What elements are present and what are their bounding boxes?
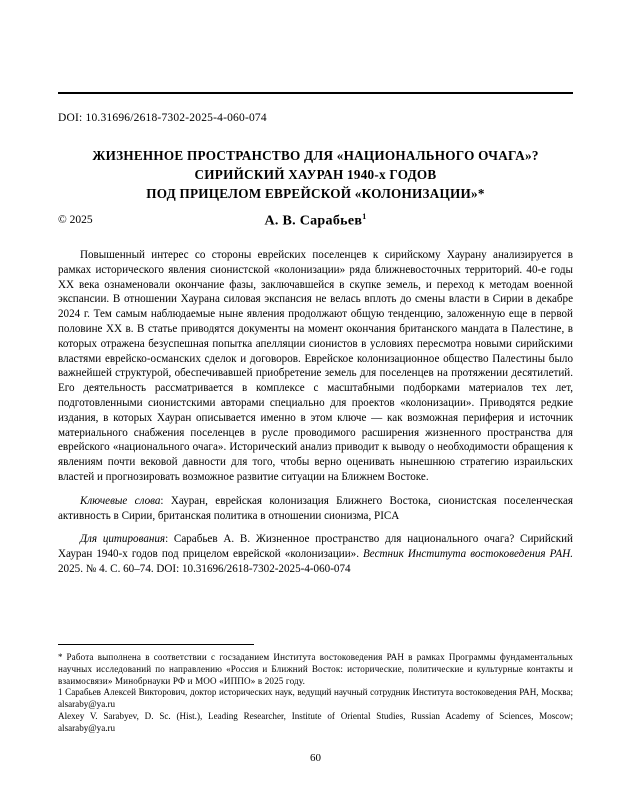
doi-header: DOI: 10.31696/2618-7302-2025-4-060-074 bbox=[58, 112, 267, 124]
footnote-funding bbox=[58, 652, 573, 687]
footnotes-section bbox=[58, 652, 573, 735]
keywords-text: : Хауран, еврейская колонизация Ближнего Востока, сионистская поселенческая активность в Сирии, британская политика в отношении сионизма, PICA bbox=[58, 494, 573, 522]
title-line-2: СИРИЙСКИЙ ХАУРАН 1940-х ГОДОВ bbox=[194, 167, 437, 183]
title-line-3: ПОД ПРИЦЕЛОМ ЕВРЕЙСКОЙ «КОЛОНИЗАЦИИ»* bbox=[146, 186, 485, 202]
abstract-text: Повышенный интерес со стороны еврейских поселенцев к сирийскому Хаурану анализируется в рамках исторического явления сионистской «колонизации» ряда ближневосточных территорий. 40-е годы XX века ознаменовали окончание фазы, заключавшейся в скупке земель, и переход к методам военной экспансии. В отношении Хаурана силовая экспансия не велась вплоть до смены власти в Сирии в декабре 2024 г. Тем самым наблюдаемые ныне явления продолжают общую тенденцию, заложенную еще в первой половине XX в. В статье приводятся документы на момент окончания британского мандата в Палестине, в которых отражена безуспешная попытка апелляции сионистов в условиях пересмотра новыми сирийскими властями еврейско-османских сделок и договоров. Еврейское колонизационное общество Палестины было важнейшей структурой, обеспечивавшей приобретение земель для поселенцев на протяжении десятилетий. Его деятельность рассматривается в комплексе с масштабными подборками материалов тех лет, подготовленными сионистскими авторами специально для проектов «колонизации». Приводятся редкие издания, в которых Хауран описывается именно в этом ключе — как возможная периферия и источник материального снабжения поселенцев в русле проводимого расширения жизненного пространства для еврейского «национального очага». Исторический анализ приводит к выводу о необходимости обращения к явлениям почти вековой давности для того, чтобы верно оценивать нынешнюю стратегию израильских властей и прогнозировать возможное развитие ситуации на Ближнем Востоке. bbox=[58, 249, 573, 483]
citation-text-part2: 2025. № 4. С. 60–74. DOI: 10.31696/2618-7302-2025-4-060-074 bbox=[58, 562, 351, 575]
page-number: 60 bbox=[310, 752, 321, 764]
author-label: А. В. Сарабьев bbox=[264, 213, 363, 229]
citation-paragraph bbox=[58, 532, 573, 576]
footnote-funding-text: Работа выполнена в соответствии с госзаданием Института востоковедения РАН в рамках Программы фундаментальных научных исследований по направлению «Россия и Ближний Восток: исторические, политические и культурные контакты и взаимосвязи» Минобрнауки РФ и МОО «ИППО» в 2025 году. bbox=[58, 652, 573, 686]
footnote-author-en: Alexey V. Sarabyev, D. Sc. (Hist.), Leading Researcher, Institute of Oriental Studies, Russian Academy of Sciences, Moscow; alsaraby@ya.ru bbox=[58, 711, 573, 733]
footnote-separator bbox=[58, 644, 254, 645]
author-footnote-mark: 1 bbox=[362, 212, 367, 221]
page-title bbox=[58, 146, 573, 203]
footnote-author-ru-text: Сарабьев Алексей Викторович, доктор исторических наук, ведущий научный сотрудник Института востоковедения РАН, Москва; alsaraby@ya.ru bbox=[58, 687, 573, 710]
abstract-section bbox=[58, 248, 573, 577]
keywords-paragraph bbox=[58, 494, 573, 524]
citation-label: Для цитирования bbox=[80, 533, 166, 546]
copyright-notice: © 2025 bbox=[58, 214, 93, 226]
keywords-label: Ключевые слова bbox=[80, 494, 161, 507]
citation-text-part1: : Сарабьев А. В. Жизненное пространство для национального очага? Сирийский Хауран 1940-х годов под прицелом еврейской «колонизации». bbox=[58, 533, 573, 561]
footnote-star-mark: * bbox=[58, 652, 63, 662]
header-rule bbox=[58, 92, 573, 94]
footnote-one-mark: 1 bbox=[58, 687, 63, 698]
byline bbox=[58, 214, 573, 232]
citation-journal-title: Вестник Института востоковедения РАН. bbox=[363, 548, 573, 561]
title-line-1: ЖИЗНЕННОЕ ПРОСТРАНСТВО ДЛЯ «НАЦИОНАЛЬНОГО ОЧАГА»? bbox=[92, 148, 539, 163]
author-name bbox=[58, 212, 573, 230]
footnote-author-ru bbox=[58, 687, 573, 711]
